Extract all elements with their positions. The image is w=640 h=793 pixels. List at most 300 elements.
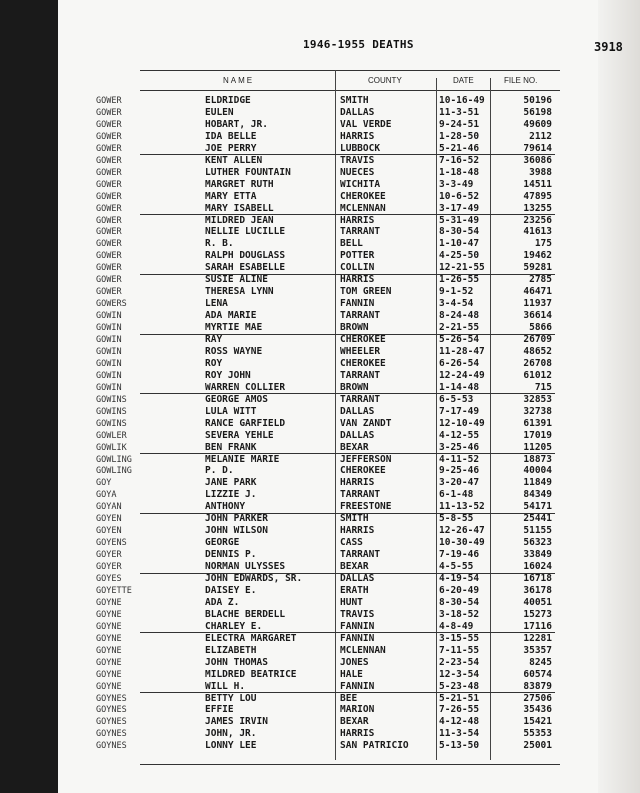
cell-date: 9-24-51	[439, 118, 480, 130]
cell-surname: GOWLIK	[96, 442, 127, 453]
cell-name: GEORGE	[205, 537, 240, 549]
cell-county: SAN PATRICIO	[340, 740, 409, 752]
cell-file-no: 8245	[529, 656, 552, 668]
cell-file-no: 56323	[523, 537, 552, 549]
cell-county: DALLAS	[340, 405, 375, 417]
cell-date: 3-3-49	[439, 178, 474, 190]
cell-date: 1-18-48	[439, 166, 480, 178]
cell-name: RALPH DOUGLASS	[205, 250, 286, 262]
cell-name: JAMES IRVIN	[205, 716, 268, 728]
cell-county: TOM GREEN	[340, 286, 392, 298]
cell-surname: GOWLER	[96, 430, 127, 441]
cell-surname: GOYER	[96, 550, 122, 561]
cell-date: 1-14-48	[439, 381, 480, 393]
cell-date: 8-30-54	[439, 596, 480, 608]
table-row	[58, 585, 640, 597]
cell-surname: GOWER	[96, 239, 122, 250]
cell-surname: GOWINS	[96, 394, 127, 405]
cell-surname: GOWER	[96, 179, 122, 190]
column-header-file-no: FILE NO.	[504, 76, 538, 85]
cell-county: HARRIS	[340, 274, 375, 286]
cell-surname: GOY	[96, 478, 112, 489]
cell-surname: GOWER	[96, 96, 122, 106]
cell-surname: GOYNE	[96, 633, 122, 644]
cell-name: MARY ETTA	[205, 190, 257, 202]
table-row	[58, 334, 640, 346]
table-row	[58, 238, 640, 250]
cell-name: WARREN COLLIER	[205, 381, 286, 393]
cell-surname: GOWERS	[96, 299, 127, 310]
cell-surname: GOYEN	[96, 526, 122, 537]
table-row	[58, 549, 640, 561]
cell-surname: GOYA	[96, 490, 117, 501]
cell-county: TRAVIS	[340, 154, 375, 166]
cell-surname: GOWIN	[96, 323, 122, 334]
document-page	[58, 0, 640, 793]
cell-file-no: 17019	[523, 429, 552, 441]
cell-surname: GOYNE	[96, 681, 122, 692]
cell-file-no: 12281	[523, 632, 552, 644]
cell-surname: GOWIN	[96, 382, 122, 393]
cell-name: WILL H.	[205, 680, 246, 692]
cell-name: CHARLEY E.	[205, 620, 263, 632]
table-row	[58, 513, 640, 525]
cell-county: TARRANT	[340, 393, 381, 405]
cell-file-no: 60574	[523, 668, 552, 680]
cell-county: BELL	[340, 238, 363, 250]
cell-surname: GOWER	[96, 119, 122, 130]
cell-file-no: 36178	[523, 584, 552, 596]
table-row	[58, 728, 640, 740]
cell-name: THERESA LYNN	[205, 286, 274, 298]
cell-surname: GOYNES	[96, 729, 127, 740]
cell-file-no: 2112	[529, 130, 552, 142]
cell-county: HARRIS	[340, 214, 375, 226]
cell-county: HARRIS	[340, 525, 375, 537]
cell-date: 3-17-49	[439, 202, 480, 214]
cell-name: MARGRET RUTH	[205, 178, 274, 190]
cell-date: 5-23-48	[439, 680, 480, 692]
cell-surname: GOWER	[96, 131, 122, 142]
table-row	[58, 167, 640, 179]
cell-file-no: 48652	[523, 345, 552, 357]
cell-date: 5-21-51	[439, 692, 480, 704]
cell-date: 12-21-55	[439, 262, 485, 274]
cell-date: 6-5-53	[439, 393, 474, 405]
cell-surname: GOWLING	[96, 466, 132, 477]
cell-name: RAY	[205, 334, 223, 345]
table-row	[58, 322, 640, 334]
table-row	[58, 430, 640, 442]
cell-name: ADA MARIE	[205, 310, 257, 322]
column-header-date: DATE	[453, 76, 474, 85]
table-row	[58, 394, 640, 406]
table-row	[58, 704, 640, 716]
cell-name: KENT ALLEN	[205, 154, 263, 166]
cell-file-no: 61391	[523, 417, 552, 429]
cell-county: TARRANT	[340, 489, 381, 501]
cell-date: 12-10-49	[439, 417, 485, 429]
table-row	[58, 669, 640, 681]
cell-county: WICHITA	[340, 178, 381, 190]
cell-name: DAISEY E.	[205, 584, 257, 596]
table-row	[58, 681, 640, 693]
table-row	[58, 346, 640, 358]
cell-name: HOBART, JR.	[205, 118, 268, 130]
table-row	[58, 477, 640, 489]
cell-file-no: 19462	[523, 250, 552, 262]
cell-name: SARAH ESABELLE	[205, 262, 286, 274]
column-header-name: NAME	[223, 76, 255, 85]
cell-county: HARRIS	[340, 728, 375, 740]
cell-surname: GOWER	[96, 191, 122, 202]
cell-county: HUNT	[340, 596, 363, 608]
table-row	[58, 740, 640, 752]
cell-name: DENNIS P.	[205, 549, 257, 561]
cell-date: 7-16-52	[439, 154, 480, 166]
cell-file-no: 18873	[523, 453, 552, 465]
table-row	[58, 107, 640, 119]
cell-file-no: 32853	[523, 393, 552, 405]
cell-date: 6-26-54	[439, 357, 480, 369]
cell-surname: GOYNE	[96, 597, 122, 608]
cell-name: ADA Z.	[205, 596, 240, 608]
bottom-rule	[140, 764, 560, 765]
cell-county: VAN ZANDT	[340, 417, 392, 429]
cell-surname: GOWINS	[96, 406, 127, 417]
table-row	[58, 454, 640, 466]
cell-file-no: 26709	[523, 334, 552, 345]
cell-date: 1-10-47	[439, 238, 480, 250]
table-row	[58, 95, 640, 107]
cell-file-no: 14511	[523, 178, 552, 190]
cell-date: 5-26-54	[439, 334, 480, 345]
cell-date: 5-13-50	[439, 740, 480, 752]
cell-date: 1-26-55	[439, 274, 480, 286]
cell-name: SUSIE ALINE	[205, 274, 268, 286]
cell-name: ELDRIDGE	[205, 95, 251, 106]
table-row	[58, 609, 640, 621]
cell-county: CHEROKEE	[340, 357, 386, 369]
header-top-rule	[140, 70, 560, 71]
cell-surname: GOWER	[96, 251, 122, 262]
cell-date: 5-21-46	[439, 142, 480, 154]
cell-file-no: 15273	[523, 608, 552, 620]
cell-name: MILDRED JEAN	[205, 214, 274, 226]
table-row	[58, 262, 640, 274]
table-row	[58, 155, 640, 167]
cell-date: 4-11-52	[439, 453, 480, 465]
cell-county: MCLENNAN	[340, 202, 386, 214]
cell-county: FANNIN	[340, 632, 375, 644]
cell-county: NUECES	[340, 166, 375, 178]
cell-name: MILDRED BEATRICE	[205, 668, 297, 680]
cell-file-no: 40004	[523, 465, 552, 477]
cell-name: IDA BELLE	[205, 130, 257, 142]
cell-name: LIZZIE J.	[205, 489, 257, 501]
table-row	[58, 693, 640, 705]
cell-file-no: 79614	[523, 142, 552, 154]
table-row	[58, 633, 640, 645]
cell-surname: GOWER	[96, 263, 122, 274]
cell-name: MARY ISABELL	[205, 202, 274, 214]
cell-county: CHEROKEE	[340, 465, 386, 477]
cell-surname: GOYNE	[96, 669, 122, 680]
cell-name: BLACHE BERDELL	[205, 608, 286, 620]
cell-surname: GOWER	[96, 167, 122, 178]
cell-county: TARRANT	[340, 549, 381, 561]
cell-date: 4-8-49	[439, 620, 474, 632]
cell-date: 3-20-47	[439, 477, 480, 489]
cell-surname: GOYNE	[96, 609, 122, 620]
cell-surname: GOYER	[96, 562, 122, 573]
cell-date: 4-12-48	[439, 716, 480, 728]
cell-county: HARRIS	[340, 130, 375, 142]
cell-file-no: 51155	[523, 525, 552, 537]
cell-name: LULA WITT	[205, 405, 257, 417]
column-header-county: COUNTY	[368, 76, 402, 85]
table-row	[58, 561, 640, 573]
cell-date: 2-21-55	[439, 322, 480, 334]
table-row	[58, 501, 640, 513]
table-row	[58, 621, 640, 633]
table-row	[58, 418, 640, 430]
cell-name: GEORGE AMOS	[205, 393, 268, 405]
cell-name: ROSS WAYNE	[205, 345, 263, 357]
table-row	[58, 406, 640, 418]
cell-surname: GOYEN	[96, 514, 122, 525]
cell-date: 11-28-47	[439, 345, 485, 357]
cell-file-no: 55353	[523, 728, 552, 740]
cell-county: TRAVIS	[340, 608, 375, 620]
cell-county: POTTER	[340, 250, 375, 262]
table-row	[58, 657, 640, 669]
cell-name: ANTHONY	[205, 501, 246, 513]
cell-date: 3-25-46	[439, 441, 480, 453]
cell-name: SEVERA YEHLE	[205, 429, 274, 441]
cell-file-no: 16718	[523, 573, 552, 584]
cell-county: FANNIN	[340, 620, 375, 632]
cell-surname: GOYETTE	[96, 585, 132, 596]
table-row	[58, 442, 640, 454]
cell-file-no: 11937	[523, 298, 552, 310]
cell-surname: GOWER	[96, 155, 122, 166]
table-row	[58, 226, 640, 238]
cell-county: FREESTONE	[340, 501, 392, 513]
table-row	[58, 286, 640, 298]
cell-name: RANCE GARFIELD	[205, 417, 286, 429]
cell-county: MCLENNAN	[340, 644, 386, 656]
cell-name: R. B.	[205, 238, 234, 250]
cell-file-no: 36086	[523, 154, 552, 166]
cell-surname: GOWIN	[96, 346, 122, 357]
cell-surname: GOWER	[96, 203, 122, 214]
cell-date: 2-23-54	[439, 656, 480, 668]
cell-file-no: 11205	[523, 441, 552, 453]
cell-surname: GOWIN	[96, 335, 122, 345]
table-row	[58, 370, 640, 382]
cell-name: JANE PARK	[205, 477, 257, 489]
table-row	[58, 597, 640, 609]
cell-name: P. D.	[205, 465, 234, 477]
cell-file-no: 25441	[523, 513, 552, 525]
cell-file-no: 49609	[523, 118, 552, 130]
cell-county: CHEROKEE	[340, 334, 386, 345]
cell-county: TARRANT	[340, 310, 381, 322]
cell-file-no: 715	[534, 381, 552, 393]
cell-date: 7-11-55	[439, 644, 480, 656]
cell-surname: GOWIN	[96, 358, 122, 369]
cell-date: 12-3-54	[439, 668, 480, 680]
cell-file-no: 47895	[523, 190, 552, 202]
table-row	[58, 274, 640, 286]
cell-name: ROY JOHN	[205, 369, 251, 381]
cell-name: ELECTRA MARGARET	[205, 632, 297, 644]
cell-name: JOHN, JR.	[205, 728, 257, 740]
cell-file-no: 41613	[523, 226, 552, 238]
cell-surname: GOYNE	[96, 645, 122, 656]
cell-date: 12-26-47	[439, 525, 485, 537]
cell-name: JOHN EDWARDS, SR.	[205, 573, 303, 584]
cell-surname: GOYNE	[96, 621, 122, 632]
table-row	[58, 537, 640, 549]
cell-surname: GOYNES	[96, 705, 127, 716]
cell-county: MARION	[340, 704, 375, 716]
cell-county: SMITH	[340, 95, 369, 106]
cell-name: JOHN WILSON	[205, 525, 268, 537]
cell-date: 9-25-46	[439, 465, 480, 477]
cell-surname: GOWIN	[96, 370, 122, 381]
cell-surname: GOWIN	[96, 311, 122, 322]
cell-date: 4-5-55	[439, 561, 474, 573]
cell-file-no: 3988	[529, 166, 552, 178]
cell-surname: GOYNES	[96, 741, 127, 752]
cell-name: BETTY LOU	[205, 692, 257, 704]
cell-name: JOE PERRY	[205, 142, 257, 154]
cell-surname: GOYNE	[96, 657, 122, 668]
cell-county: VAL VERDE	[340, 118, 392, 130]
cell-county: BEXAR	[340, 441, 369, 453]
cell-date: 10-16-49	[439, 95, 485, 106]
table-row	[58, 203, 640, 215]
cell-file-no: 5866	[529, 322, 552, 334]
cell-county: DALLAS	[340, 429, 375, 441]
cell-surname: GOWER	[96, 215, 122, 226]
header-bottom-rule	[140, 90, 560, 91]
cell-file-no: 33849	[523, 549, 552, 561]
cell-file-no: 32738	[523, 405, 552, 417]
cell-file-no: 25001	[523, 740, 552, 752]
cell-county: CHEROKEE	[340, 190, 386, 202]
cell-date: 10-6-52	[439, 190, 480, 202]
cell-date: 4-25-50	[439, 250, 480, 262]
cell-date: 6-1-48	[439, 489, 474, 501]
cell-county: TARRANT	[340, 226, 381, 238]
cell-name: LUTHER FOUNTAIN	[205, 166, 291, 178]
cell-file-no: 36614	[523, 310, 552, 322]
table-row	[58, 191, 640, 203]
cell-county: CASS	[340, 537, 363, 549]
cell-county: HALE	[340, 668, 363, 680]
cell-date: 3-4-54	[439, 298, 474, 310]
table-row	[58, 573, 640, 585]
cell-file-no: 15421	[523, 716, 552, 728]
cell-name: LENA	[205, 298, 228, 310]
cell-name: BEN FRANK	[205, 441, 257, 453]
page-number: 3918	[594, 40, 623, 54]
cell-date: 11-3-54	[439, 728, 480, 740]
cell-date: 5-31-49	[439, 214, 480, 226]
cell-surname: GOYES	[96, 574, 122, 584]
cell-name: MYRTIE MAE	[205, 322, 263, 334]
table-row	[58, 645, 640, 657]
cell-surname: GOWER	[96, 143, 122, 154]
cell-file-no: 35436	[523, 704, 552, 716]
cell-surname: GOWER	[96, 287, 122, 298]
table-row	[58, 716, 640, 728]
cell-name: ROY	[205, 357, 223, 369]
cell-name: NELLIE LUCILLE	[205, 226, 286, 238]
cell-name: NORMAN ULYSSES	[205, 561, 286, 573]
cell-date: 4-12-55	[439, 429, 480, 441]
cell-file-no: 61012	[523, 369, 552, 381]
cell-file-no: 50196	[523, 95, 552, 106]
table-row	[58, 465, 640, 477]
cell-surname: GOWER	[96, 107, 122, 118]
cell-county: BEXAR	[340, 561, 369, 573]
cell-date: 10-30-49	[439, 537, 485, 549]
cell-date: 12-24-49	[439, 369, 485, 381]
cell-date: 4-19-54	[439, 573, 480, 584]
cell-date: 7-17-49	[439, 405, 480, 417]
cell-surname: GOYNES	[96, 717, 127, 728]
cell-date: 11-3-51	[439, 106, 480, 118]
cell-date: 1-28-50	[439, 130, 480, 142]
cell-county: SMITH	[340, 513, 369, 525]
cell-name: JOHN THOMAS	[205, 656, 268, 668]
cell-date: 8-24-48	[439, 310, 480, 322]
cell-surname: GOYAN	[96, 502, 122, 513]
table-row	[58, 250, 640, 262]
cell-file-no: 27506	[523, 692, 552, 704]
cell-date: 8-30-54	[439, 226, 480, 238]
cell-date: 6-20-49	[439, 584, 480, 596]
table-row	[58, 179, 640, 191]
cell-date: 7-26-55	[439, 704, 480, 716]
table-row	[58, 131, 640, 143]
cell-name: MELANIE MARIE	[205, 453, 280, 465]
cell-surname: GOWLING	[96, 454, 132, 465]
page-title: 1946-1955 DEATHS	[303, 38, 414, 51]
cell-file-no: 40051	[523, 596, 552, 608]
cell-name: ELIZABETH	[205, 644, 257, 656]
table-row	[58, 310, 640, 322]
cell-county: HARRIS	[340, 477, 375, 489]
cell-county: DALLAS	[340, 106, 375, 118]
cell-file-no: 46471	[523, 286, 552, 298]
cell-surname: GOWER	[96, 227, 122, 238]
cell-file-no: 17116	[523, 620, 552, 632]
table-row	[58, 298, 640, 310]
cell-file-no: 23256	[523, 214, 552, 226]
cell-file-no: 84349	[523, 489, 552, 501]
table-row	[58, 143, 640, 155]
cell-date: 9-1-52	[439, 286, 474, 298]
cell-county: BROWN	[340, 381, 369, 393]
cell-name: EULEN	[205, 106, 234, 118]
cell-county: FANNIN	[340, 680, 375, 692]
cell-name: LONNY LEE	[205, 740, 257, 752]
